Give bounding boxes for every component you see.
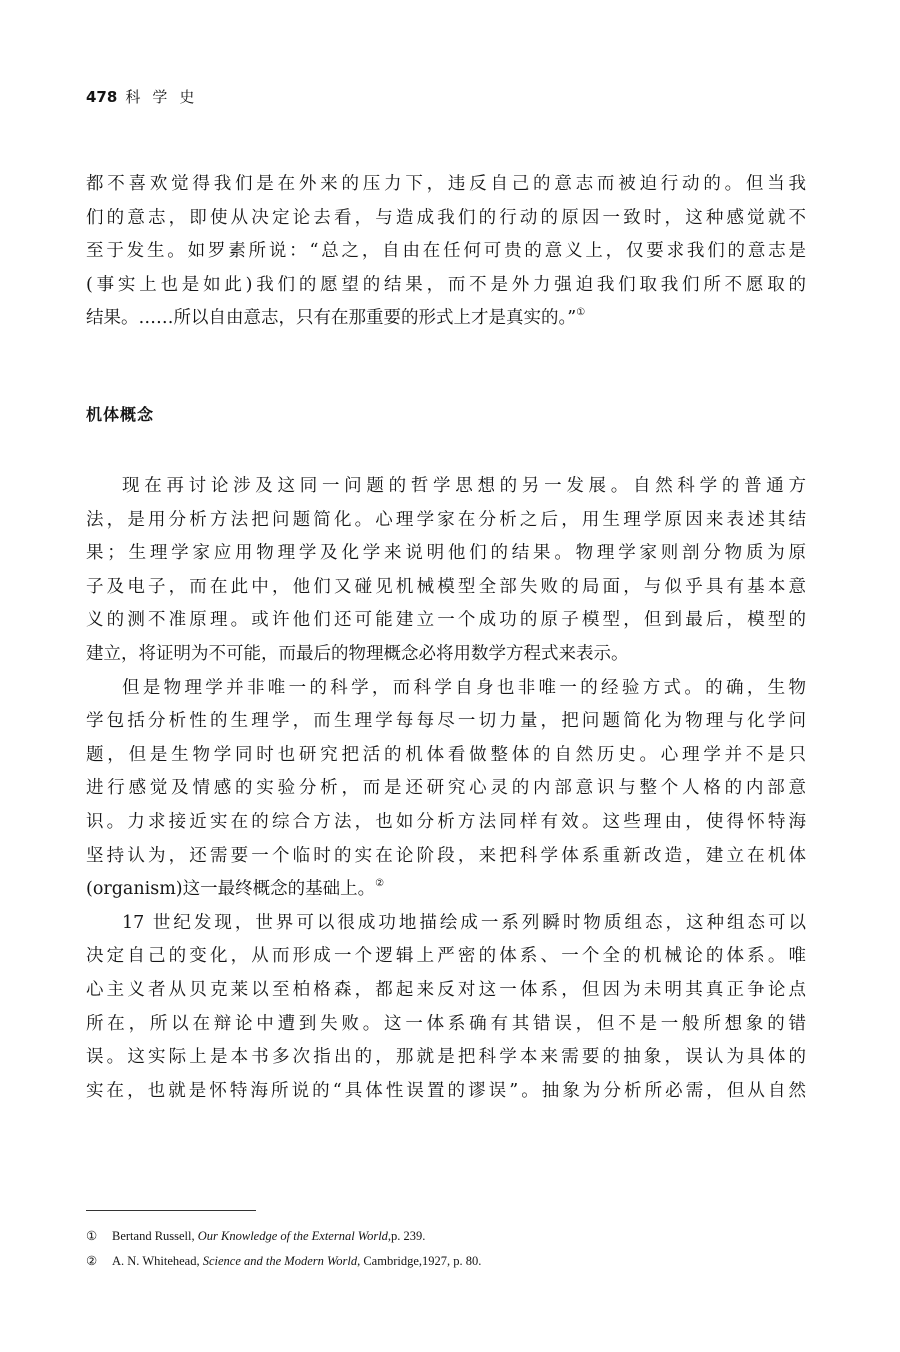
paragraph-3-line: 进行感觉及情感的实验分析，而是还研究心灵的内部意识与整个人格的内部意 — [86, 778, 806, 799]
running-head — [86, 86, 206, 107]
paragraph-3-line: 学包括分析性的生理学，而生理学每每尽一切力量，把问题简化为物理与化学问 — [86, 711, 806, 732]
footnote-1 — [86, 1224, 806, 1249]
footnote-divider — [86, 1210, 256, 1211]
paragraph-4-line: 17 世纪发现，世界可以很成功地描绘成一系列瞬时物质组态，这种组态可以 — [122, 912, 806, 933]
paragraph-1-line-text: 结果。……所以自由意志，只有在那重要的形式上才是真实的。” — [86, 308, 577, 329]
footnote-citation: , Cambridge,1927, p. 80. — [357, 1254, 482, 1268]
paragraph-4-line: 误。这实际上是本书多次指出的，那就是把科学本来需要的抽象，误认为具体的 — [86, 1047, 806, 1068]
paragraph-2-line: 子及电子，而在此中，他们又碰见机械模型全部失败的局面，与似乎具有基本意 — [86, 576, 806, 597]
paragraph-3-line: 识。力求接近实在的综合方法，也如分析方法同样有效。这些理由，使得怀特海 — [86, 811, 806, 832]
paragraph-1-line: 都不喜欢觉得我们是在外来的压力下，违反自己的意志而被迫行动的。但当我 — [86, 174, 806, 194]
footnote-mark-2: ② — [375, 878, 385, 890]
footnote-citation: ,p. 239. — [387, 1229, 426, 1243]
paragraph-2-line: 现在再讨论涉及这同一问题的哲学思想的另一发展。自然科学的普通方 — [122, 476, 806, 496]
body-paragraphs — [86, 470, 806, 1108]
paragraph-2-line: 果；生理学家应用物理学及化学来说明他们的结果。物理学家则剖分物质为原 — [86, 543, 806, 564]
section-heading: 机体概念 — [86, 405, 155, 424]
paragraph-4-line: 实在，也就是怀特海所说的“具体性误置的谬误”。抽象为分析所必需，但从自然 — [86, 1080, 806, 1101]
footnote-author: A. N. Whitehead, — [112, 1254, 200, 1268]
footnote-work-title: Our Knowledge of the External World — [197, 1229, 388, 1243]
footnote-work-title: Science and the Modern World — [202, 1254, 358, 1268]
paragraph-2-line: 建立，将证明为不可能，而最后的物理概念必将用数学方程式来表示。 — [86, 643, 629, 664]
footnote-2 — [86, 1249, 806, 1274]
footnote-number: ① — [86, 1229, 98, 1243]
paragraph-3-line-text: (organism)这一最终概念的基础上。 — [86, 879, 376, 900]
paragraph-1 — [86, 168, 806, 336]
footnote-author: Bertand Russell, — [112, 1229, 195, 1243]
paragraph-3-line: 题，但是生物学同时也研究把活的机体看做整体的自然历史。心理学并不是只 — [86, 744, 806, 765]
paragraph-1-line: (事实上也是如此)我们的愿望的结果，而不是外力强迫我们取我们所不愿取的 — [86, 274, 806, 295]
page-number: 478 — [86, 88, 118, 106]
paragraph-1-last-line — [86, 302, 806, 336]
paragraph-3-line: 但是物理学并非唯一的科学，而科学自身也非唯一的经验方式。的确，生物 — [122, 677, 806, 698]
paragraph-3-last-line — [86, 873, 806, 907]
paragraph-4-line: 心主义者从贝克莱以至柏格森，都起来反对这一体系，但因为未明其真正争论点 — [86, 979, 806, 1000]
paragraph-2-line: 法，是用分析方法把问题简化。心理学家在分析之后，用生理学原因来表述其结 — [86, 509, 806, 530]
paragraph-3-line: 坚持认为，还需要一个临时的实在论阶段，来把科学体系重新改造，建立在机体 — [86, 845, 806, 866]
footnote-mark-1: ① — [576, 307, 586, 319]
book-title: 科学史 — [125, 88, 207, 106]
footnotes — [86, 1224, 806, 1274]
paragraph-1-line: 至于发生。如罗素所说：“总之，自由在任何可贵的意义上，仅要求我们的意志是 — [86, 241, 806, 262]
paragraph-4-line: 所在，所以在辩论中遭到失败。这一体系确有其错误，但不是一般所想象的错 — [86, 1013, 806, 1034]
paragraph-4-line: 决定自己的变化，从而形成一个逻辑上严密的体系、一个全的机械论的体系。唯 — [86, 946, 806, 967]
paragraph-2-line: 义的测不准原理。或许他们还可能建立一个成功的原子模型，但到最后，模型的 — [86, 610, 806, 631]
footnote-number: ② — [86, 1254, 98, 1268]
paragraph-1-line: 们的意志，即使从决定论去看，与造成我们的行动的原因一致时，这种感觉就不 — [86, 207, 806, 228]
